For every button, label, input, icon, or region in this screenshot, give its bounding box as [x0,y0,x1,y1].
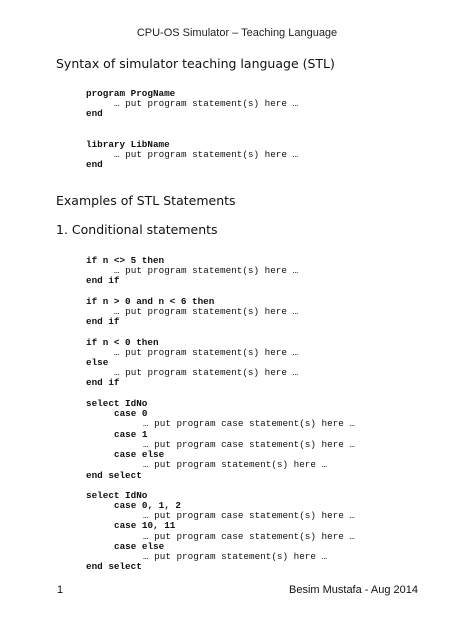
code-if1-end: end if [86,275,120,286]
code-sel1-end: end select [86,470,142,481]
code-sel1-case1-body: … put program case statement(s) here … [143,418,356,429]
examples-heading: Examples of STL Statements [56,193,236,208]
code-if3-open: if n < 0 then [86,337,159,348]
code-if3-else: else [86,357,109,368]
code-if1-body: … put program statement(s) here … [114,265,299,276]
code-if3-end: end if [86,377,120,388]
code-if2-end: end if [86,316,120,327]
code-sel1-else-body: … put program statement(s) here … [143,459,328,470]
code-sel2-else-body: … put program statement(s) here … [143,551,328,562]
code-sel2-case2-body: … put program case statement(s) here … [143,531,356,542]
code-sel2-end: end select [86,561,142,572]
code-program-end: end [86,108,103,119]
code-program-body: … put program statement(s) here … [114,98,299,109]
code-if2-open: if n > 0 and n < 6 then [86,296,215,307]
code-sel2-open: select IdNo [86,490,148,501]
page-header: CPU-OS Simulator – Teaching Language [136,27,338,39]
code-sel2-else: case else [114,541,165,552]
code-library-end: end [86,159,103,170]
code-sel2-case2: case 10, 11 [114,520,176,531]
page-number: 1 [57,584,64,596]
code-if2-body: … put program statement(s) here … [114,306,299,317]
code-sel1-open: select IdNo [86,398,148,409]
code-sel1-case2: case 1 [114,429,148,440]
code-sel1-else: case else [114,449,165,460]
code-library-body: … put program statement(s) here … [114,149,299,160]
conditional-heading: 1. Conditional statements [56,222,218,237]
code-sel1-case1: case 0 [114,408,148,419]
code-sel2-case1: case 0, 1, 2 [114,500,181,511]
code-sel1-case2-body: … put program case statement(s) here … [143,439,356,450]
code-if3-body: … put program statement(s) here … [114,347,299,358]
code-sel2-case1-body: … put program case statement(s) here … [143,510,356,521]
code-if3-else-body: … put program statement(s) here … [114,367,299,378]
footer-author-date: Besim Mustafa - Aug 2014 [288,584,418,596]
syntax-heading: Syntax of simulator teaching language (STL) [56,56,335,71]
code-library-open: library LibName [86,139,170,150]
code-if1-open: if n <> 5 then [86,255,165,266]
code-program-open: program ProgName [86,88,176,99]
